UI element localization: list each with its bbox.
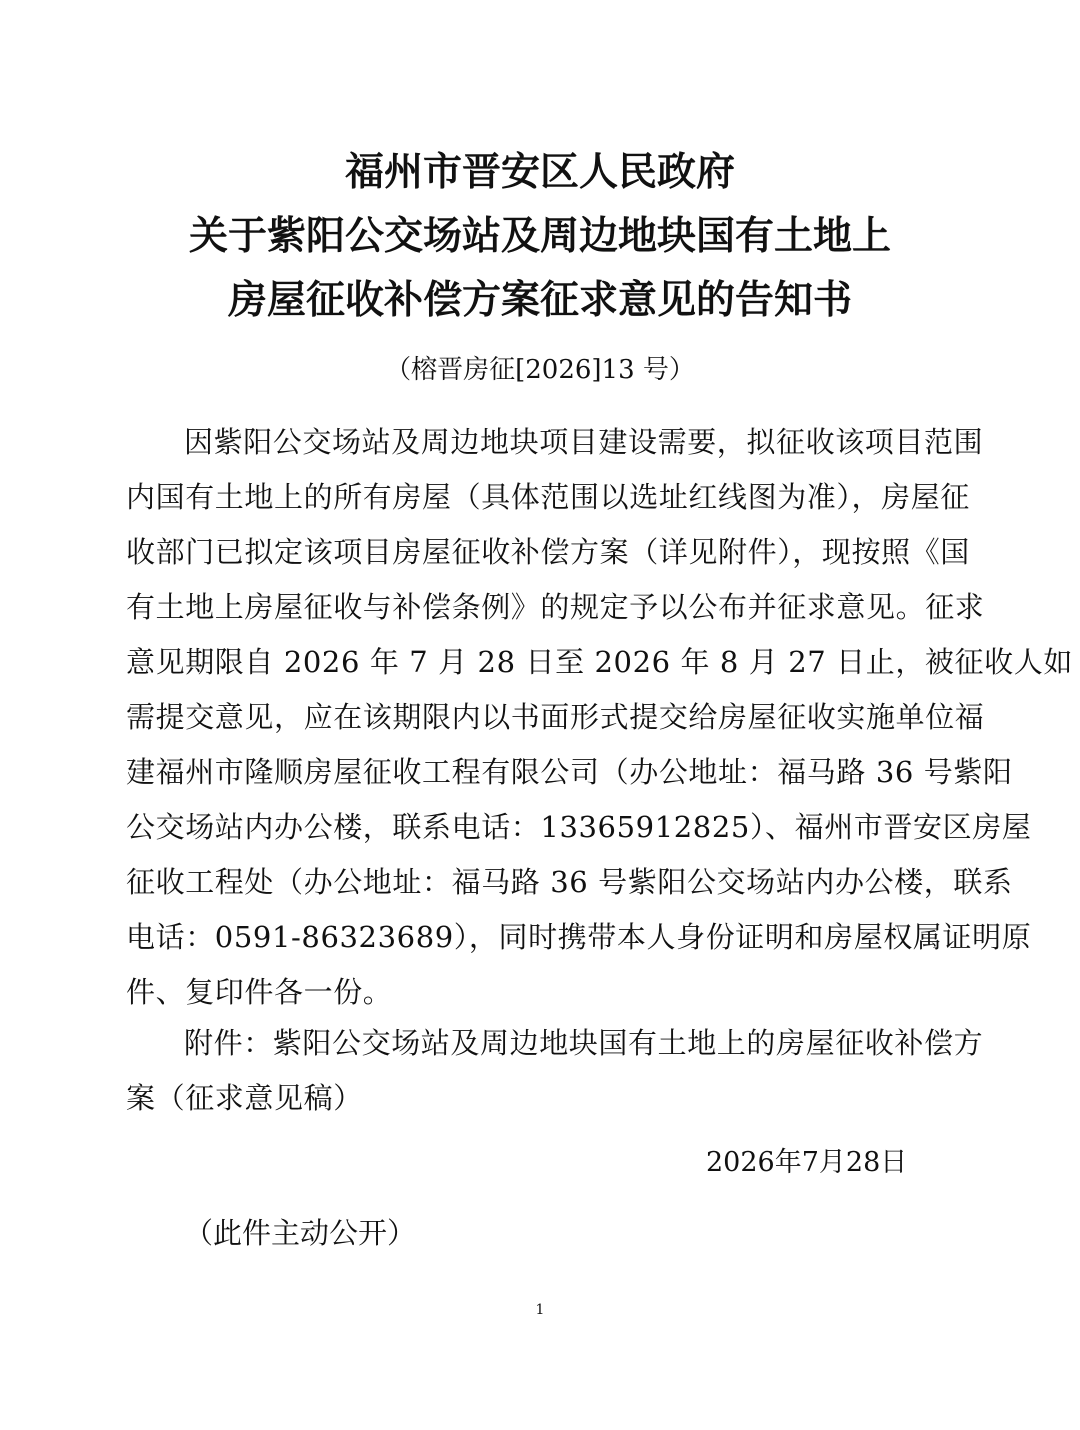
- attachment-line: 案（征求意见稿）: [126, 1081, 363, 1115]
- body-line: 征收工程处（办公地址：福马路 36 号紫阳公交场站内办公楼，联系: [126, 865, 1013, 899]
- issue-date: 2026年7月28日: [706, 1147, 908, 1178]
- document-number: （榕晋房征[2026]13 号）: [385, 355, 695, 385]
- body-line: 因紫阳公交场站及周边地块项目建设需要，拟征收该项目范围: [184, 425, 984, 459]
- body-line: 需提交意见，应在该期限内以书面形式提交给房屋征收实施单位福: [126, 700, 985, 734]
- body-line: 公交场站内办公楼，联系电话：13365912825）、福州市晋安区房屋: [126, 810, 1032, 844]
- title-line-2: 关于紫阳公交场站及周边地块国有土地上: [188, 214, 891, 259]
- body-line: 有土地上房屋征收与补偿条例》的规定予以公布并征求意见。征求: [126, 590, 985, 624]
- body-line: 建福州市隆顺房屋征收工程有限公司（办公地址：福马路 36 号紫阳: [126, 755, 1013, 789]
- page-number: 1: [535, 1302, 545, 1318]
- body-line: 收部门已拟定该项目房屋征收补偿方案（详见附件），现按照《国: [126, 535, 970, 569]
- body-line: 电话：0591-86323689），同时携带本人身份证明和房屋权属证明原: [126, 920, 1032, 954]
- body-line: 意见期限自 2026 年 7 月 28 日至 2026 年 8 月 27 日止，被征收人如: [126, 645, 1073, 679]
- title-line-1: 福州市晋安区人民政府: [344, 150, 735, 195]
- body-line: 件、复印件各一份。: [126, 975, 393, 1009]
- attachment-line: 附件：紫阳公交场站及周边地块国有土地上的房屋征收补偿方: [184, 1026, 984, 1060]
- public-note: （此件主动公开）: [184, 1216, 417, 1250]
- body-line: 内国有土地上的所有房屋（具体范围以选址红线图为准），房屋征: [126, 480, 970, 514]
- title-line-3: 房屋征收补偿方案征求意见的告知书: [227, 278, 852, 323]
